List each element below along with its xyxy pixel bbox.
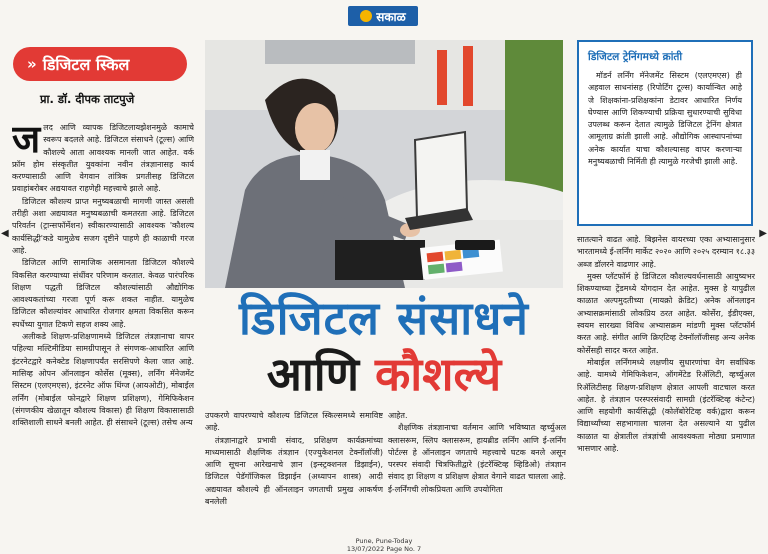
author-byline: प्रा. डॉ. दीपक ताटपुजे bbox=[40, 92, 135, 106]
paragraph bbox=[12, 122, 194, 196]
article-photo bbox=[205, 40, 563, 288]
paragraph: सातत्याने वाढत आहे. बिझनेस वायरच्या एका अभ्यासानुसार भारतामध्ये ई-लर्निंग मार्केट २०२० आणि २०२५ दरम्यान १८.३३ अब्ज डॉलरने वाढणार आहे. bbox=[577, 235, 755, 269]
article-column-1 bbox=[12, 122, 194, 542]
headline-line-2 bbox=[205, 346, 563, 402]
sidebar-title: डिजिटल ट्रेनिंगमध्ये क्रांती bbox=[588, 51, 683, 63]
headline-word-aani: आणि bbox=[266, 347, 359, 401]
section-label-text: डिजिटल स्किल bbox=[42, 55, 130, 74]
paragraph: डिजिटल आणि सामाजिक असमानता डिजिटल कौशल्ये विकसित करण्याच्या संधींवर परिणाम करतात. केवळ पारंपरिक शिक्षण पद्धती डिजिटल कौशल्यांसाठी औद्योगिक आवश्यकतांच्या गरजा पूर्ण करू शकत नाहीत. यामुळेच डिजिटल कौशल्यांवर आधारित रोजगार क्षमता विकसित करून स्पर्धेच्या युगात टिकणे सहज शक्य आहे. bbox=[12, 258, 194, 329]
paragraph: मोबाईल लर्निंगमध्ये लक्षणीय सुधारणांचा वेग सर्वाधिक आहे. यामध्ये गेमिफिकेशन, ऑगमेंटेड रिॲलिटी, व्हर्च्युअल रिॲलिटीसह शिक्षण-प्रशिक्षण क्षेत्रात आपली वाटचाल करत आहेत. हे तंत्रज्ञान परस्परसंवादी सामग्री (इंटरॅक्टिव्ह कंटेन्ट) आणि सहयोगी कार्यसिद्धी (कोलॅबोरेटिव्ह वर्क)द्वारा करून विद्यार्थ्यांच्या सहभागाला चालना देत असल्याने या पुढील काळात या क्षेत्रातील तंत्रज्ञांची आवश्यकता मोठ्या प्रमाणात भासणार आहे. bbox=[577, 357, 755, 454]
sidebar-box bbox=[577, 40, 753, 226]
headline bbox=[205, 290, 563, 408]
footer-date-page: 13/07/2022 Page No. 7 bbox=[346, 545, 422, 553]
paragraph: अलीकडे शिक्षण-प्रशिक्षणामध्ये डिजिटल तंत्रज्ञानाचा वापर पहिल्या मल्टिमीडिया सामग्रीपासून ते संगणक-आधारित आणि इंटरनेटद्वारे कनेक्टेड शिक्षणापर्यंत सरसिपणे केला जात आहे. मासिव्ह ओपन ऑनलाइन कोर्सेस (मूक्स), लर्निंग मॅनेजमेंट सिस्टम (एलएमएस), इंटरनेट ऑफ थिंग्ज (आयओटी), मोबाईल लर्निंग (मोबाईल फोनद्वारे शिक्षण प्रशिक्षण), गेमिफिकेशन (संगणकीय खेळातून कौशल्य विकास) ही शिक्षण विकासासाठी शक्तिशाली साधने बनली आहेत. ही संसाधने (टूल्स) तसेच अन्य bbox=[12, 332, 194, 428]
paragraph-text: लद आणि व्यापक डिजिटलायझेशनमुळे कामाचे स्वरूप बदलले आहे. डिजिटल संसाधने (टूल्स) आणि कौशल्ये आता आवश्यक मानली जात आहेत. वर्क फ्रॉम होम संस्कृतीत युवकांना नवीन तंत्रज्ञानासह कार्य करण्यासाठी आणि वेगवान तांत्रिक प्रगतीसह डिजिटल प्रवाहांबरोबर अद्ययावत राहणेही महत्त्वाचे झाले आहे. bbox=[12, 123, 194, 194]
article-column-4 bbox=[577, 234, 755, 542]
paragraph: डिजिटल कौशल्य प्राप्त मनुष्यबळाची मागणी जास्त असली तरीही अशा अद्ययावत मनुष्यबळाची कमतरता आहे. डिजिटल परिवर्तन (ट्रान्सफॉर्मेशन) स्वीकारण्यासाठी आवश्यक 'कौशल्य कार्यसिद्धी'कडे यामुळेच सजग दृष्टीने पाहणे ही काळाची गरज आहे. bbox=[12, 196, 194, 255]
paragraph: मुक्स प्लॅटफॉर्म हे डिजिटल कौशल्यवर्धनासाठी आयुष्यभर शिकण्याच्या ट्रेंडमध्ये योगदान देत आहेत. मुक्स हे यापुढील काळात अल्पमुदतीच्या (मायक्रो क्रेडिट) अनेक ऑनलाइन अभ्यासक्रमांसाठी लोकप्रिय ठरत आहेत. कोर्सेरा, ईडीएक्स, स्वयम सारख्या विविध अभ्यासक्रम मांडणी मुक्स प्लॅटफॉर्म करत आहे. संगीत आणि क्रिएटिव्ह टेक्नॉलॉजीसह अन्य अनेक कोर्सेसही सादर करत आहेत. bbox=[577, 271, 755, 355]
sidebar-text: मॉडर्न लर्निंग मॅनेजमेंट सिस्टम (एलएमएस) ही अहवाल साधनांसह (रिपोर्टिंग टूल्स) कार्यान्वित आहे जे शिक्षकांना-प्रशिक्षकांना डेटावर आधारित निर्णय घेण्यास आणि शिकण्याची प्रक्रिया सुधारण्याची सुविधा उपलब्ध करून देतात त्यामुळे डिजिटल ट्रेनिंग क्षेत्रात आमूलाग्र क्रांती झाली आहे. औद्योगिक आस्थापनांच्या अनेक कार्यात याचा कौशल्यासह वापर करणाऱ्या मनुष्यबळाची निर्मिती ही त्यामुळे गरजेची झाली आहे. bbox=[588, 71, 742, 167]
double-chevron-icon: » bbox=[27, 55, 37, 73]
masthead-title: सकाळ bbox=[376, 9, 406, 24]
headline-line-1: डिजिटल संसाधने bbox=[239, 291, 529, 345]
prev-page-arrow-icon[interactable]: ◀ bbox=[1, 228, 9, 239]
headline-word-kaushalye: कौशल्ये bbox=[374, 347, 502, 401]
page-footer bbox=[0, 537, 768, 553]
footer-edition: Pune, Pune-Today bbox=[355, 537, 413, 545]
article-column-3 bbox=[388, 410, 566, 540]
next-page-arrow-icon[interactable]: ▶ bbox=[759, 228, 767, 239]
paragraph: तंत्रज्ञानाद्वारे प्रभावी संवाद, प्रशिक्षण कार्यक्रमांच्या माध्यमासाठी शैक्षणिक तंत्रज्ञान (एज्युकेशनल टेक्नॉलॉजी) आणि सूचना आरेखनाचे ज्ञान (इन्स्ट्रक्शनल डिझाईन), डिजिटल पेडॅगॉजिकल डिझाईन (अध्यापन शास्त्र) आदी अद्ययावत कौशल्ये ही ऑनलाइन जगताची प्रमुख आकर्षण बनलेली bbox=[205, 435, 383, 507]
article-column-2 bbox=[205, 410, 383, 540]
paragraph: उपकरणे वापरण्याचे कौशल्य डिजिटल स्किल्समध्ये समाविष्ट आहे. bbox=[205, 411, 383, 433]
section-label bbox=[13, 47, 187, 81]
sun-icon bbox=[360, 10, 372, 22]
photo-illustration bbox=[205, 40, 563, 288]
drop-cap: ज bbox=[12, 122, 41, 161]
paragraph: आहेत. bbox=[388, 411, 408, 420]
masthead-logo bbox=[348, 6, 418, 26]
paragraph: शैक्षणिक तंत्रज्ञानाचा वर्तमान आणि भविष्यात व्हर्च्युअल क्लासरूम, स्लिप क्लासरूम, हायब्रीड लर्निंग आणि ई-लर्निंग पोर्टल्स हे ऑनलाइन जगताचे महत्त्वाचे घटक बनले असून परस्पर संवादी चित्रफितीद्वारे (इंटरॅक्टिव्ह व्हिडिओ) तंत्रज्ञान संवाद हा शिक्षण व प्रशिक्षण क्षेत्रात वेगाने वाढत चालला आहे. ई-लर्निंगची लोकप्रियता आणि उपयोगिता bbox=[388, 423, 566, 494]
